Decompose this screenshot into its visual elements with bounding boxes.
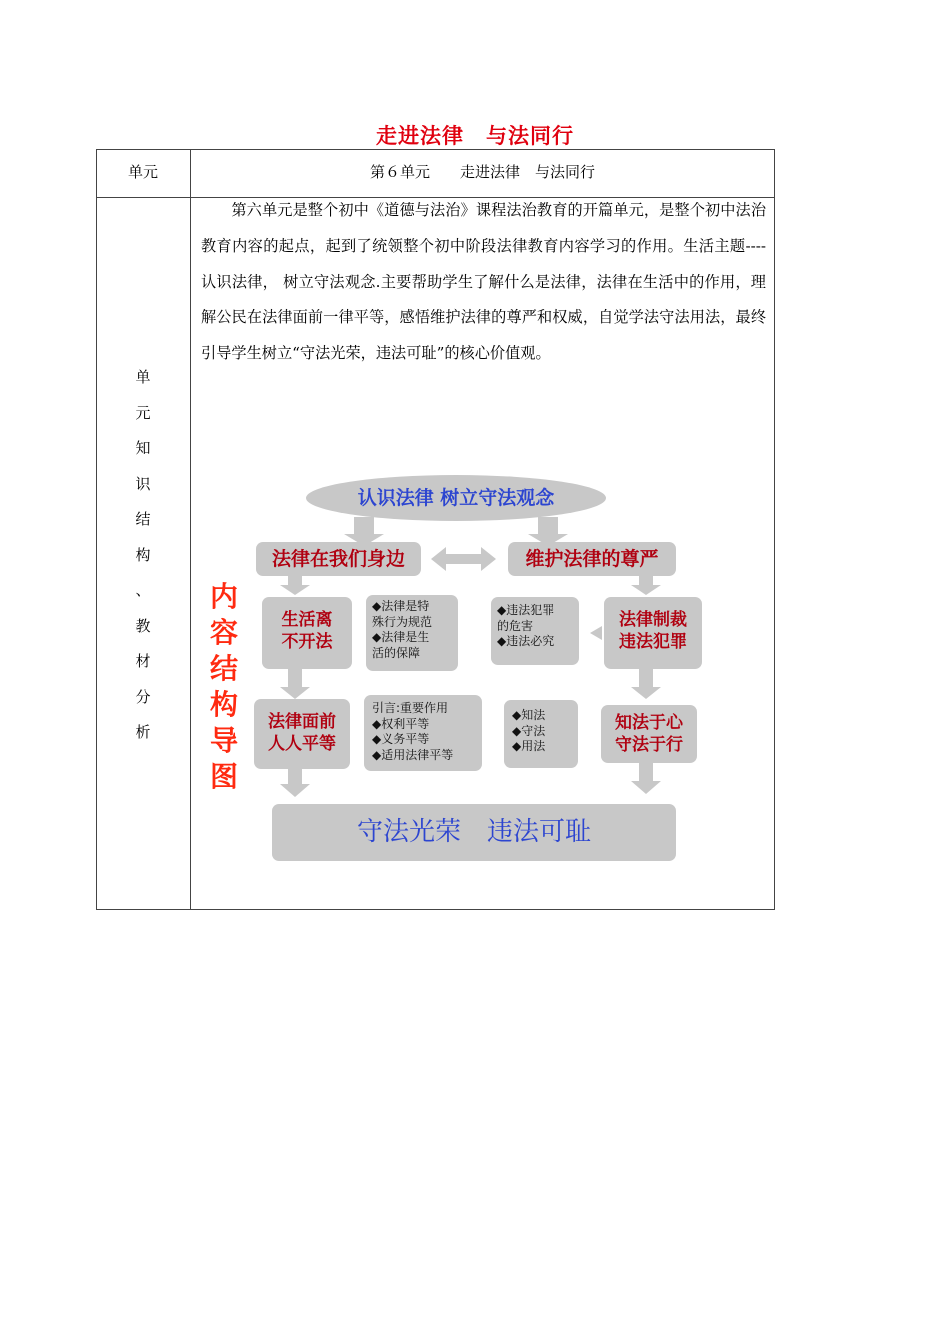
life-law-line: 生活离 bbox=[281, 610, 333, 630]
diagram-side-title-char: 构 bbox=[209, 688, 238, 721]
sanction-line: 法律制裁 bbox=[619, 610, 687, 630]
life-law-box bbox=[262, 597, 352, 669]
equality-line: 法律面前 bbox=[268, 712, 336, 732]
unit-label: 单元 bbox=[127, 163, 158, 181]
double-arrow-headers bbox=[431, 547, 496, 571]
side-label-char: 元 bbox=[135, 403, 151, 422]
side-label-char: 识 bbox=[135, 474, 151, 493]
heart-line: 守法于行 bbox=[615, 735, 683, 755]
arrow-life-to-equal bbox=[280, 669, 310, 699]
side-label-char: 教 bbox=[135, 616, 151, 635]
arrow-heart-to-bottom bbox=[631, 761, 661, 794]
document-title: 走进法律 与法同行 bbox=[376, 124, 574, 148]
right-header-box: 维护法律的尊严 bbox=[508, 542, 676, 576]
note-line: ◆守法 bbox=[512, 723, 546, 738]
note-line: 殊行为规范 bbox=[372, 614, 433, 629]
note-line: ◆用法 bbox=[512, 739, 546, 753]
side-label-char: 材 bbox=[135, 652, 151, 670]
sanction-notes bbox=[491, 597, 579, 665]
diagram-arrows bbox=[96, 149, 775, 910]
note-line: 的危害 bbox=[497, 618, 534, 633]
sanction-line: 违法犯罪 bbox=[619, 632, 687, 652]
equality-line: 人人平等 bbox=[268, 734, 336, 754]
sanction-box bbox=[604, 597, 702, 669]
note-line: ◆法律是特 bbox=[372, 599, 430, 613]
note-line: ◆知法 bbox=[512, 708, 546, 722]
diagram-side-title-char: 结 bbox=[209, 652, 238, 685]
topic-ellipse: 认识法律 树立守法观念 bbox=[306, 475, 606, 521]
unit-table bbox=[96, 149, 775, 910]
equality-box bbox=[254, 699, 350, 769]
diagram-side-title-char: 导 bbox=[209, 724, 238, 757]
side-label-char: 单 bbox=[135, 368, 151, 386]
diagram-side-title-char: 内 bbox=[209, 580, 238, 613]
side-label-char: 构 bbox=[135, 545, 151, 564]
life-law-line: 不开法 bbox=[281, 632, 333, 652]
equality-notes bbox=[364, 695, 482, 771]
unit-description: 第六单元是整个初中《道德与法治》课程法治教育的开篇单元，是整个初中法治教育内容的起点，起到了统领整个初中阶段法律教育内容学习的作用。生活主题----认识法律， 树立守法观念.主要帮助学生了解什么是法律，法律在生活中的作用，理解公民在法律面前一律平等，感悟维护法律的尊严和权威，自觉学法守法用法，最终引导学生树立“守法光荣，违法可耻”的核心价值观。 bbox=[201, 201, 766, 363]
arrow-to-sanction-notes bbox=[590, 626, 602, 640]
arrow-sanction-to-heart bbox=[631, 669, 661, 699]
note-line: 引言:重要作用 bbox=[372, 701, 449, 715]
note-line: ◆适用法律平等 bbox=[372, 747, 454, 762]
life-law-notes bbox=[366, 595, 458, 671]
side-label-char: 知 bbox=[135, 439, 151, 457]
heart-line: 知法于心 bbox=[615, 713, 683, 733]
arrow-equal-to-bottom bbox=[280, 769, 310, 797]
side-label-char: 结 bbox=[135, 510, 151, 528]
heart-notes bbox=[504, 700, 578, 768]
unit-value: 第６单元 走进法律 与法同行 bbox=[369, 163, 595, 181]
note-line: ◆违法必究 bbox=[497, 634, 555, 648]
note-line: ◆法律是生 bbox=[372, 630, 430, 644]
diagram-side-title-char: 图 bbox=[209, 760, 238, 793]
note-line: ◆权利平等 bbox=[372, 716, 430, 731]
bottom-slogan-box: 守法光荣 违法可耻 bbox=[272, 804, 676, 861]
note-line: ◆义务平等 bbox=[372, 732, 430, 746]
side-label-char: 析 bbox=[135, 723, 151, 741]
diagram-side-title-char: 容 bbox=[209, 616, 238, 649]
side-label-char: 、 bbox=[135, 581, 151, 599]
side-label-char: 分 bbox=[135, 687, 151, 706]
left-header-box: 法律在我们身边 bbox=[256, 542, 421, 576]
note-line: ◆违法犯罪 bbox=[497, 603, 555, 617]
heart-box bbox=[601, 705, 697, 763]
note-line: 活的保障 bbox=[372, 645, 421, 660]
